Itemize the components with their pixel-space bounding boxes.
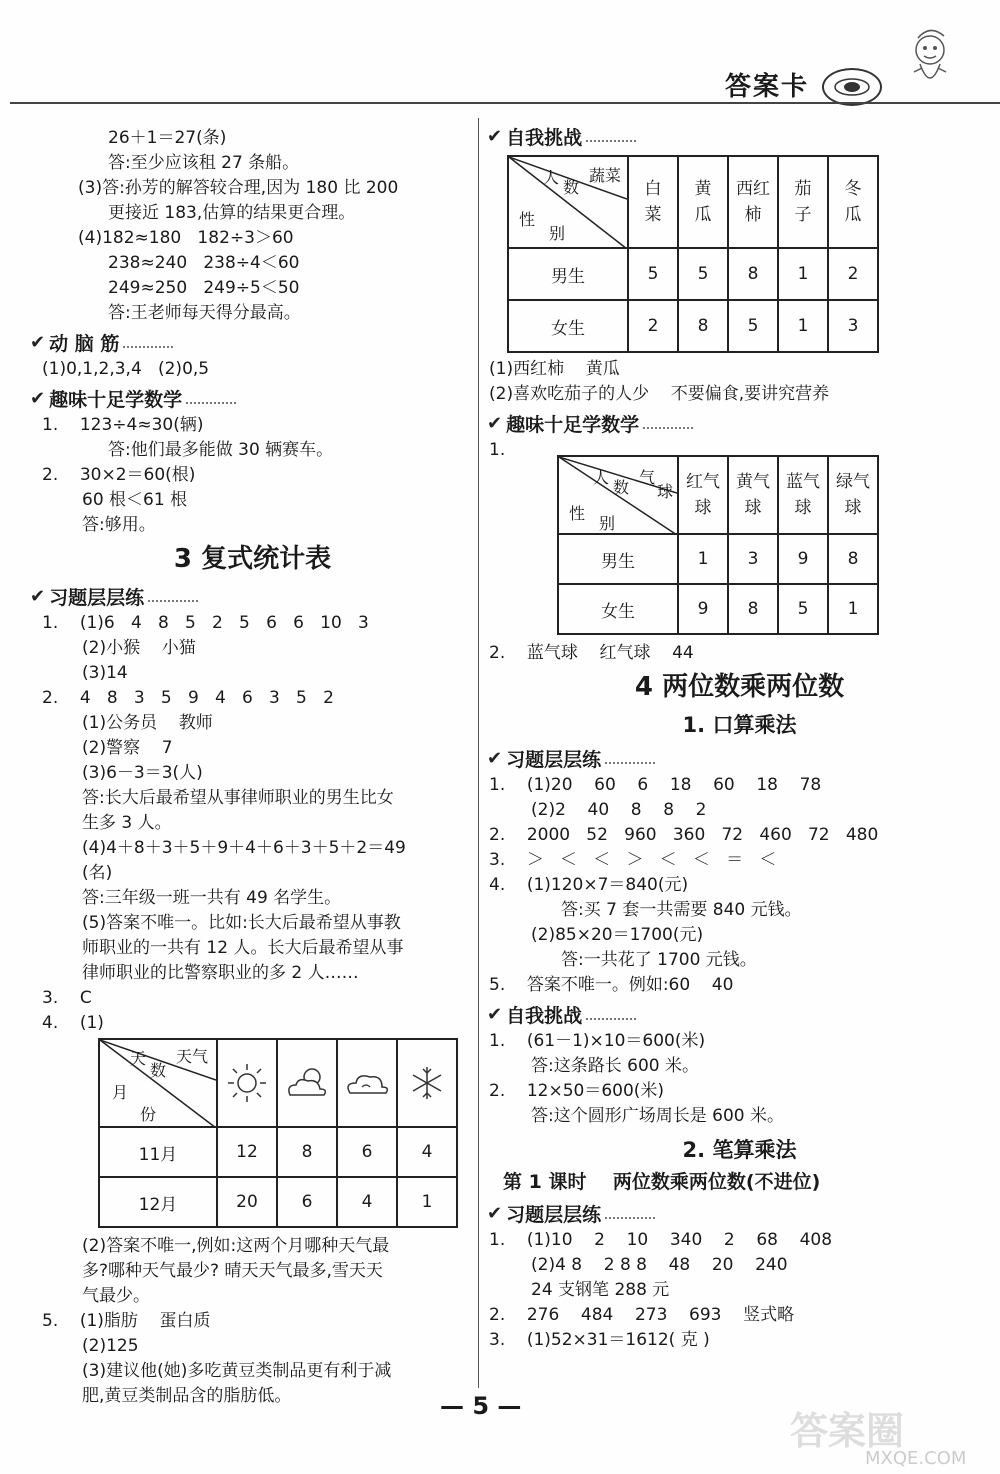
table-cell: 12 [217, 1127, 277, 1177]
text-line: 多?哪种天气最少? 晴天天气最多,雪天天 [82, 1261, 383, 1281]
header-title: 答案卡 [725, 72, 810, 102]
left-column [30, 126, 475, 1409]
text-line: 师职业的一共有 12 人。长大后最希望从事 [82, 938, 404, 958]
table-row [558, 534, 878, 584]
sun-icon [217, 1039, 277, 1127]
column-header: 西红 柿 [728, 156, 778, 248]
text-line: (2)小猴 小猫 [82, 638, 196, 658]
text-line: 答:三年级一班一共有 49 名学生。 [82, 888, 342, 908]
text-line: (2)警察 7 [82, 738, 173, 758]
text-line: (4)4＋8＋3＋5＋9＋4＋6＋3＋5＋2＝49 [82, 838, 406, 858]
column-header: 茄 子 [778, 156, 828, 248]
table-diagonal-header [558, 456, 678, 534]
text-line: 答:这条路长 600 米。 [531, 1056, 699, 1076]
section-heading: ✔ 习题层层练 [487, 743, 992, 773]
section-heading: ✔ 习题层层练 [30, 581, 475, 611]
column-header: 黄气 球 [728, 456, 778, 534]
table-cell: 1 [828, 584, 878, 634]
diag-label: 性 [519, 210, 536, 229]
balloon-table [557, 455, 879, 635]
page-header [0, 0, 1000, 110]
table-cell: 9 [678, 584, 728, 634]
chapter-title: 4 两位数乘两位数 [634, 672, 845, 702]
weather-table [98, 1038, 458, 1228]
text-line: (4)182≈180 182÷3＞60 [78, 228, 294, 248]
check-icon: ✔ [487, 125, 503, 147]
diag-label: 人 [593, 468, 610, 487]
column-header: 冬 瓜 [828, 156, 878, 248]
text-line: 4. (1) [42, 1013, 104, 1033]
text-line: 2. 12×50＝600(米) [489, 1081, 665, 1101]
text-line: (2)2 40 8 8 2 [531, 800, 707, 820]
text-line: (1)0,1,2,3,4 (2)0,5 [42, 359, 210, 379]
check-icon: ✔ [487, 747, 503, 769]
text-line: (2)喜欢吃茄子的人少 不要偏食,要讲究营养 [489, 384, 830, 404]
table-cell: 8 [728, 584, 778, 634]
column-header: 白 菜 [628, 156, 678, 248]
diag-label: 别 [599, 514, 616, 533]
text-line: (2)4 8 2 8 8 48 20 240 [531, 1255, 788, 1275]
table-cell: 1 [397, 1177, 457, 1227]
text-line: (5)答案不唯一。比如:长大后最希望从事教 [82, 913, 401, 933]
text-line: 答:买 7 套一共需要 840 元钱。 [561, 900, 802, 920]
row-label: 12月 [99, 1177, 217, 1227]
text-line: (3)答:孙芳的解答较合理,因为 180 比 200 [78, 178, 399, 198]
text-line: 生多 3 人。 [82, 813, 172, 833]
text-line: 气最少。 [82, 1286, 150, 1306]
check-icon: ✔ [30, 387, 46, 409]
subsection-title: 2. 笔算乘法 [682, 1138, 797, 1162]
dotted-rule [605, 752, 655, 764]
dotted-rule [148, 590, 198, 602]
text-line: 26＋1＝27(条) [108, 128, 227, 148]
text-line: (1)西红柿 黄瓜 [489, 359, 620, 379]
table-cell: 1 [778, 248, 828, 300]
column-header: 蓝气 球 [778, 456, 828, 534]
table-row [508, 248, 878, 300]
table-cell: 8 [728, 248, 778, 300]
dotted-rule [586, 1008, 636, 1020]
table-row [99, 1127, 457, 1177]
text-line: (名) [82, 863, 113, 883]
text-line: 238≈240 238÷4＜60 [108, 253, 300, 273]
row-label: 男生 [558, 534, 678, 584]
table-cell: 3 [828, 300, 878, 352]
section-heading: ✔ 自我挑战 [487, 999, 992, 1029]
dotted-rule [605, 1207, 655, 1219]
row-label: 男生 [508, 248, 628, 300]
text-line: 2. 30×2＝60(根) [42, 465, 196, 485]
text-line: 2. 蓝气球 红气球 44 [489, 643, 694, 663]
table-row [508, 300, 878, 352]
text-line: (1)公务员 教师 [82, 713, 213, 733]
text-line: (2)答案不唯一,例如:这两个月哪种天气最 [82, 1236, 390, 1256]
text-line: (2)85×20＝1700(元) [531, 925, 704, 945]
table-cell: 4 [397, 1127, 457, 1177]
check-icon: ✔ [487, 1003, 503, 1025]
text-line: 249≈250 249÷5＜50 [108, 278, 300, 298]
column-header: 黄 瓜 [678, 156, 728, 248]
table-cell: 5 [678, 248, 728, 300]
row-label: 11月 [99, 1127, 217, 1177]
table-cell: 20 [217, 1177, 277, 1227]
diag-label: 性 [569, 504, 586, 523]
right-column [487, 120, 992, 1353]
snowflake-icon [397, 1039, 457, 1127]
text-line: 1. (1)10 2 10 340 2 68 408 [489, 1230, 833, 1250]
check-icon: ✔ [487, 1202, 503, 1224]
table-cell: 5 [778, 584, 828, 634]
table-cell: 8 [678, 300, 728, 352]
row-label: 女生 [508, 300, 628, 352]
diag-label: 气 [639, 468, 656, 487]
cloud-icon [337, 1039, 397, 1127]
text-line: 答:长大后最希望从事律师职业的男生比女 [82, 788, 394, 808]
text-line: 答:他们最多能做 30 辆赛车。 [108, 440, 334, 460]
column-divider [478, 118, 479, 1388]
section-heading: ✔ 习题层层练 [487, 1198, 992, 1228]
watermark-logo: 答案圈 [790, 1409, 905, 1453]
diag-label: 月 [112, 1083, 129, 1102]
table-diagonal-header [99, 1039, 217, 1127]
table-cell: 4 [337, 1177, 397, 1227]
diag-label: 人 [543, 168, 560, 187]
table-cell: 2 [628, 300, 678, 352]
text-line: 答:至少应该租 27 条船。 [108, 153, 300, 173]
text-line: 更接近 183,估算的结果更合理。 [108, 203, 356, 223]
text-line: 5. (1)脂肪 蛋白质 [42, 1311, 211, 1331]
page-number: — 5 — [440, 1392, 522, 1420]
diag-label: 蔬菜 [589, 166, 622, 185]
text-line: 24 支钢笔 288 元 [531, 1280, 670, 1300]
dotted-rule [586, 130, 636, 142]
text-line: 60 根＜61 根 [82, 490, 188, 510]
text-line: 4. (1)120×7＝840(元) [489, 875, 689, 895]
table-cell: 9 [778, 534, 828, 584]
text-line: 2. 276 484 273 693 竖式略 [489, 1305, 795, 1325]
dotted-rule [123, 336, 173, 348]
diag-label: 球 [657, 482, 674, 501]
header-rule [10, 102, 1000, 104]
diag-label: 天 [130, 1049, 147, 1068]
text-line: 肥,黄豆类制品含的脂肪低。 [82, 1386, 292, 1406]
text-line: 答:这个圆形广场周长是 600 米。 [531, 1106, 784, 1126]
chapter-title: 3 复式统计表 [173, 544, 332, 574]
section-heading: ✔ 趣味十足学数学 [487, 408, 992, 438]
text-line: (3)6－3＝3(人) [82, 763, 203, 783]
check-icon: ✔ [487, 412, 503, 434]
watermark-url: MXQE.COM [865, 1448, 967, 1469]
text-line: 3. (1)52×31＝1612( 克 ) [489, 1330, 710, 1350]
text-line: 1. [489, 440, 506, 460]
table-cell: 6 [337, 1127, 397, 1177]
text-line: 答:王老师每天得分最高。 [108, 303, 301, 323]
text-line: (3)14 [82, 663, 128, 683]
diag-label: 数 [613, 478, 630, 497]
text-line: 3. ＞ ＜ ＜ ＞ ＜ ＜ ＝ ＜ [489, 850, 777, 870]
table-row [558, 584, 878, 634]
dotted-rule [186, 392, 236, 404]
section-heading: ✔ 动 脑 筋 [30, 327, 475, 357]
diag-label: 别 [549, 224, 566, 243]
table-cell: 8 [828, 534, 878, 584]
text-line: 答:够用。 [82, 515, 156, 535]
diag-label: 份 [140, 1105, 157, 1124]
text-line: 1. (1)20 60 6 18 60 18 78 [489, 775, 822, 795]
table-cell: 2 [828, 248, 878, 300]
text-line: 律师职业的比警察职业的多 2 人…… [82, 963, 359, 983]
text-line: (3)建议他(她)多吃黄豆类制品更有利于减 [82, 1361, 392, 1381]
diag-label: 数 [563, 178, 580, 197]
brand-logo-icon [822, 68, 882, 106]
column-header: 红气 球 [678, 456, 728, 534]
text-line: 2. 4 8 3 5 9 4 6 3 5 2 [42, 688, 334, 708]
table-cell: 1 [778, 300, 828, 352]
diag-label: 数 [150, 1061, 167, 1080]
table-cell: 1 [678, 534, 728, 584]
table-cell: 6 [277, 1177, 337, 1227]
table-row [99, 1177, 457, 1227]
table-cell: 3 [728, 534, 778, 584]
column-header: 绿气 球 [828, 456, 878, 534]
table-diagonal-header [508, 156, 628, 248]
table-cell: 5 [628, 248, 678, 300]
text-line: 5. 答案不唯一。例如:60 40 [489, 975, 734, 995]
text-line: 1. (1)6 4 8 5 2 5 6 6 10 3 [42, 613, 369, 633]
check-icon: ✔ [30, 585, 46, 607]
diag-label: 天气 [176, 1047, 209, 1066]
lesson-title: 第 1 课时 两位数乘两位数(不进位) [503, 1171, 821, 1193]
text-line: (2)125 [82, 1336, 139, 1356]
subsection-title: 1. 口算乘法 [682, 713, 797, 737]
table-cell: 5 [728, 300, 778, 352]
check-icon: ✔ [30, 331, 46, 353]
text-line: 1. (61－1)×10＝600(米) [489, 1031, 706, 1051]
text-line: 答:一共花了 1700 元钱。 [561, 950, 757, 970]
section-heading: ✔ 趣味十足学数学 [30, 383, 475, 413]
vegetable-table [507, 155, 879, 353]
row-label: 女生 [558, 584, 678, 634]
section-heading: ✔ 自我挑战 [487, 121, 992, 151]
partly-cloudy-icon [277, 1039, 337, 1127]
table-cell: 8 [277, 1127, 337, 1177]
text-line: 3. C [42, 988, 92, 1008]
text-line: 2. 2000 52 960 360 72 460 72 480 [489, 825, 879, 845]
dotted-rule [643, 417, 693, 429]
text-line: 1. 123÷4≈30(辆) [42, 415, 204, 435]
mascot-icon [900, 22, 960, 100]
